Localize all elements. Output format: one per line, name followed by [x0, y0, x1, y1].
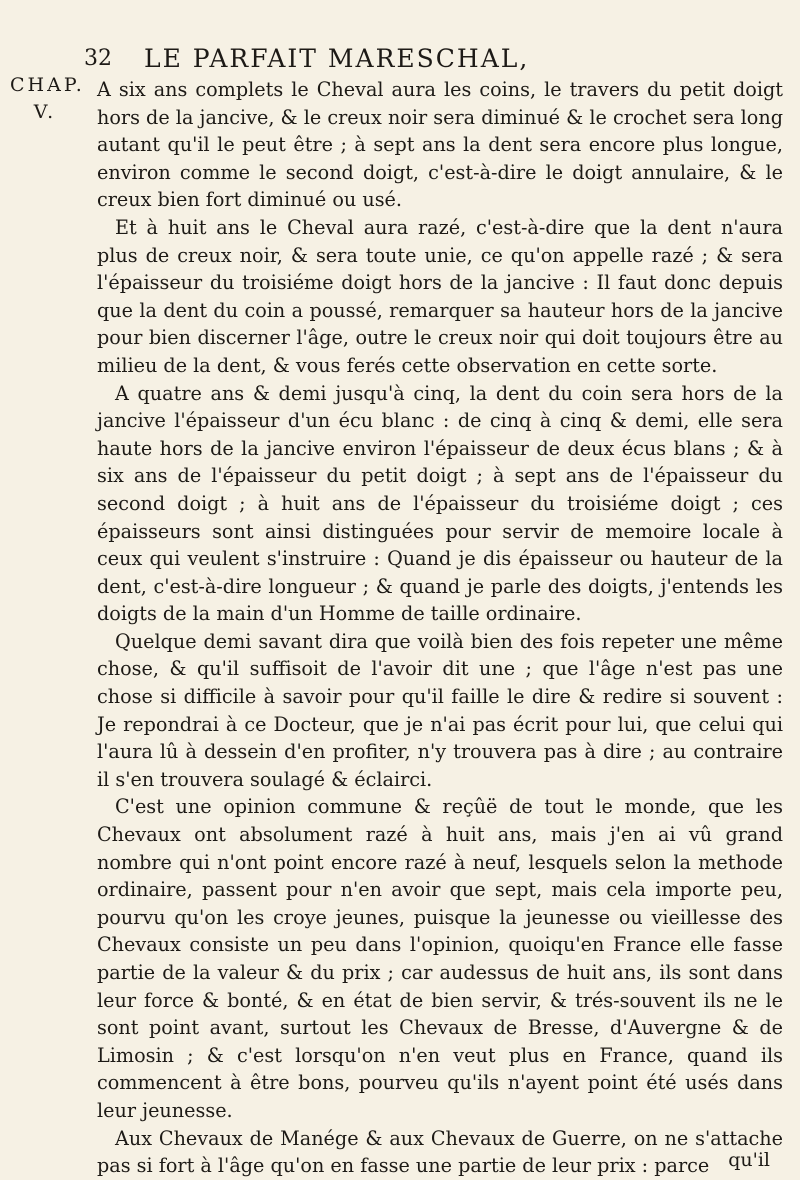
catchword: qu'il [728, 1149, 770, 1171]
paragraph: C'est une opinion commune & reçûë de tout le monde, que les Chevaux ont absolument razé à huit ans, mais j'en ai vû grand nombre qui n'ont point encore razé à neuf, lesquels selon la methode ordinaire, passent pour n'en avoir que sept, mais cela importe peu, pourvu qu'on les croye jeunes, puisque la jeunesse ou vieillesse des Chevaux consiste un peu dans l'opinion, quoiqu'en France elle fasse partie de la valeur & du prix ; car audessus de huit ans, ils sont dans leur force & bonté, & en état de bien servir, & trés-souvent ils ne le sont point avant, surtout les Chevaux de Bresse, d'Auvergne & de Limosin ; & c'est lorsqu'on n'en veut plus en France, quand ils commencent à être bons, pourveu qu'ils n'ayent point été usés dans leur jeunesse. [97, 795, 783, 1122]
paragraph: Et à huit ans le Cheval aura razé, c'est-à-dire que la dent n'aura plus de creux noir, & sera toute unie, ce qu'on appelle razé ; & sera l'épaisseur du troisiéme doigt hors de la jancive : Il faut donc depuis que la dent du coin a poussé, remarquer sa hauteur hors de la jancive pour bien discerner l'âge, outre le creux noir qui doit toujours être au milieu de la dent, & vous ferés cette observation en cette sorte. [97, 215, 783, 377]
chapter-number: V. [33, 101, 57, 123]
paragraph: A six ans complets le Cheval aura les coins, le travers du petit doigt hors de la jancive, & le creux noir sera diminué & le crochet sera long autant qu'il le peut être ; à sept ans la dent sera encore plus longue, environ comme le second doigt, c'est-à-dire le doigt annulaire, & le creux bien fort diminué ou usé. [97, 78, 783, 212]
chapter-marginal-note [10, 72, 85, 126]
running-title: LE PARFAIT MARESCHAL, [144, 44, 530, 73]
paragraph: A quatre ans & demi jusqu'à cinq, la dent du coin sera hors de la jancive l'épaisseur d'un écu blanc : de cinq à cinq & demi, elle sera haute hors de la jancive environ l'épaisseur de deux écus blans ; & à six ans de l'épaisseur du petit doigt ; à sept ans de l'épaisseur du second doigt ; à huit ans de l'épaisseur du troisiéme doigt ; ces épaisseurs sont ainsi distinguées pour servir de memoire locale à ceux qui veulent s'instruire : Quand je dis épaisseur ou hauteur de la dent, c'est-à-dire longueur ; & quand je parle des doigts, j'entends les doigts de la main d'un Homme de taille ordinaire. [97, 381, 783, 626]
chapter-label: CHAP. [10, 74, 85, 96]
page-number: 32 [84, 46, 112, 71]
paragraph: Quelque demi savant dira que voilà bien des fois repeter une même chose, & qu'il suffisoit de l'avoir dit une ; que l'âge n'est pas une chose si difficile à savoir pour qu'il faille le dire & redire si souvent : Je repondrai à ce Docteur, que je n'ai pas écrit pour lui, que celui qui l'aura lû à dessein d'en profiter, n'y trouvera pas à dire ; au contraire il s'en trouvera soulagé & éclairci. [97, 629, 783, 791]
paragraph: Aux Chevaux de Manége & aux Chevaux de Guerre, on ne s'attache pas si fort à l'âge qu'on en fasse une partie de leur prix : parce [97, 1126, 783, 1178]
body-text [97, 76, 783, 1180]
page-header [84, 44, 764, 74]
